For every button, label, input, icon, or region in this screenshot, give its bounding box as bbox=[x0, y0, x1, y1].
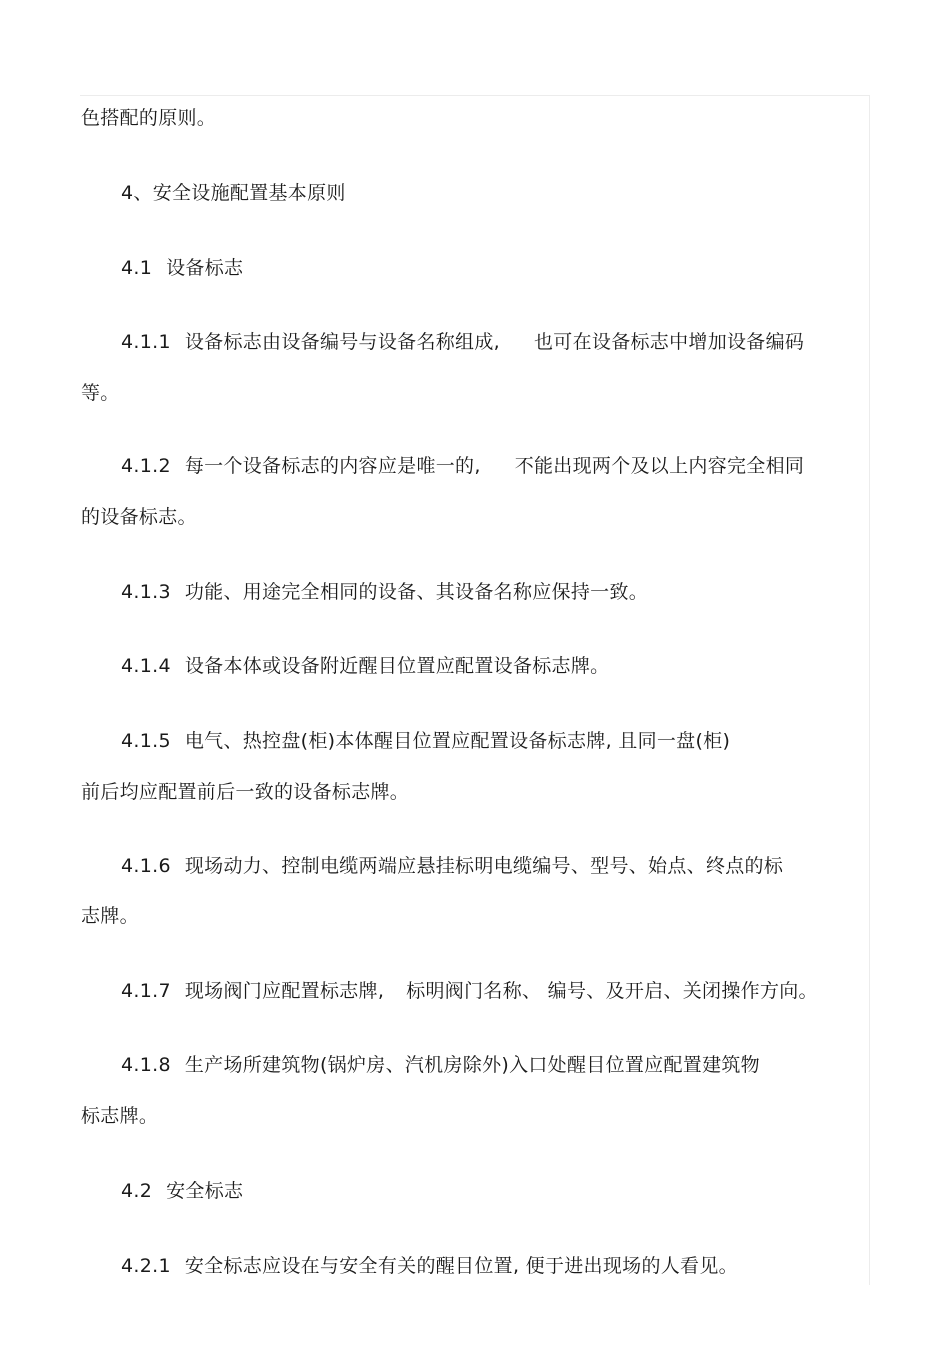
clause-number: 4.1 bbox=[121, 257, 153, 279]
line-text: 前后均应配置前后一致的设备标志牌。 bbox=[81, 781, 410, 803]
line-text: 的设备标志。 bbox=[81, 506, 197, 528]
clause-number: 4.1.4 bbox=[121, 655, 171, 677]
clause-number: 4.2 bbox=[121, 1180, 153, 1202]
clause-continuation bbox=[81, 780, 409, 804]
clause-text: 生产场所建筑物(锅炉房、汽机房除外)入口处醒目位置应配置建筑物 bbox=[184, 1054, 760, 1076]
section-heading bbox=[121, 181, 346, 205]
subsection-heading bbox=[121, 256, 243, 280]
clause-text: 安全标志应设在与安全有关的醒目位置, 便于进出现场的人看见。 bbox=[184, 1255, 738, 1277]
clause-continuation bbox=[81, 505, 197, 529]
subsection-heading bbox=[121, 1179, 243, 1203]
clause-number: 4.1.8 bbox=[121, 1054, 171, 1076]
line-text: 志牌。 bbox=[81, 905, 139, 927]
clause-continuation bbox=[81, 381, 120, 405]
clause-text: 电气、热控盘(柜)本体醒目位置应配置设备标志牌, 且同一盘(柜) bbox=[184, 730, 731, 752]
clause-text: 设备本体或设备附近醒目位置应配置设备标志牌。 bbox=[184, 655, 610, 677]
clause-line bbox=[121, 1053, 760, 1077]
line-text: 色搭配的原则。 bbox=[81, 107, 217, 129]
clause-line bbox=[121, 729, 730, 753]
clause-text-part-b: 也可在设备标志中增加设备编码 bbox=[534, 331, 805, 353]
clause-line bbox=[121, 979, 818, 1003]
heading-text: 4、安全设施配置基本原则 bbox=[121, 182, 346, 204]
page-border-top bbox=[80, 95, 870, 96]
clause-line bbox=[121, 1254, 738, 1278]
clause-number: 4.1.6 bbox=[121, 855, 171, 877]
clause-number: 4.1.7 bbox=[121, 980, 171, 1002]
clause-text: 现场动力、控制电缆两端应悬挂标明电缆编号、型号、始点、终点的标 bbox=[184, 855, 784, 877]
clause-text-part-b: 不能出现两个及以上内容完全相同 bbox=[514, 455, 805, 477]
clause-line bbox=[121, 454, 804, 478]
clause-continuation bbox=[81, 1104, 158, 1128]
clause-line bbox=[121, 854, 783, 878]
clause-number: 4.1.2 bbox=[121, 455, 171, 477]
clause-line bbox=[121, 330, 804, 354]
clause-line bbox=[121, 580, 648, 604]
clause-number: 4.1.1 bbox=[121, 331, 171, 353]
page-border-right bbox=[869, 95, 870, 1285]
clause-number: 4.2.1 bbox=[121, 1255, 171, 1277]
clause-text-part-b: 标明阀门名称、 编号、及开启、关闭操作方向。 bbox=[406, 980, 818, 1002]
clause-text-part-a: 每一个设备标志的内容应是唯一的, bbox=[184, 455, 481, 477]
clause-line bbox=[121, 654, 609, 678]
heading-text: 设备标志 bbox=[166, 257, 244, 279]
clause-number: 4.1.5 bbox=[121, 730, 171, 752]
clause-text-part-a: 现场阀门应配置标志牌, bbox=[184, 980, 385, 1002]
line-text: 标志牌。 bbox=[81, 1105, 159, 1127]
clause-number: 4.1.3 bbox=[121, 581, 171, 603]
clause-text-part-a: 设备标志由设备编号与设备名称组成, bbox=[184, 331, 500, 353]
heading-text: 安全标志 bbox=[166, 1180, 244, 1202]
paragraph-line-continuation bbox=[81, 106, 216, 130]
clause-continuation bbox=[81, 904, 139, 928]
clause-text: 功能、用途完全相同的设备、其设备名称应保持一致。 bbox=[184, 581, 649, 603]
line-text: 等。 bbox=[81, 382, 120, 404]
